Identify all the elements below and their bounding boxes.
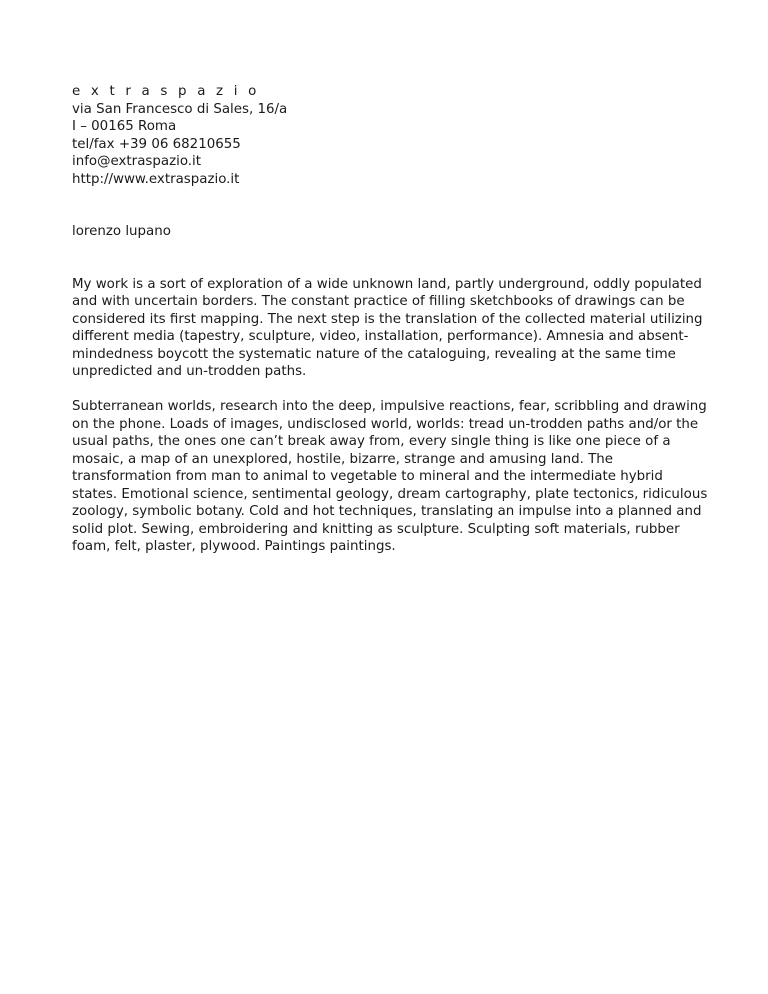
city-postcode: I – 00165 Roma	[72, 119, 177, 134]
gallery-address-block	[72, 83, 708, 188]
artist-name: lorenzo lupano	[72, 224, 171, 239]
statement-paragraph-2: Subterranean worlds, research into the deep, impulsive reactions, fear, scribbling and drawing on the phone. Loads of images, undisclosed world, worlds: tread un-trodden paths and/or the usual paths, the ones one can’t break away from, every single thing is like one piece of a mosaic, a map of an unexplored, hostile, bizarre, strange and amusing land. The transformation from man to animal to vegetable to mineral and the intermediate hybrid states. Emotional science, sentimental geology, dream cartography, plate tectonics, ridiculous zoology, symbolic botany. Cold and hot techniques, translating an impulse into a planned and solid plot. Sewing, embroidering and knitting as sculpture. Sculpting soft materials, rubber foam, felt, plaster, plywood. Paintings paintings.	[72, 399, 708, 554]
email-address: info@extraspazio.it	[72, 154, 202, 169]
street-address: via San Francesco di Sales, 16/a	[72, 101, 288, 117]
gallery-name: e x t r a s p a z i o	[72, 84, 260, 99]
website-url: http://www.extraspazio.it	[72, 171, 240, 187]
document-page	[72, 83, 708, 556]
phone-number: tel/fax +39 06 68210655	[72, 136, 241, 152]
statement-paragraph-1: My work is a sort of exploration of a wide unknown land, partly underground, oddly populated and with uncertain borders. The constant practice of filling sketchbooks of drawings can be considered its first mapping. The next step is the translation of the collected material utilizing different media (tapestry, sculpture, video, installation, performance). Amnesia and absent-mindedness boycott the systematic nature of the cataloguing, revealing at the same time unpredicted and un-trodden paths.	[72, 276, 703, 379]
